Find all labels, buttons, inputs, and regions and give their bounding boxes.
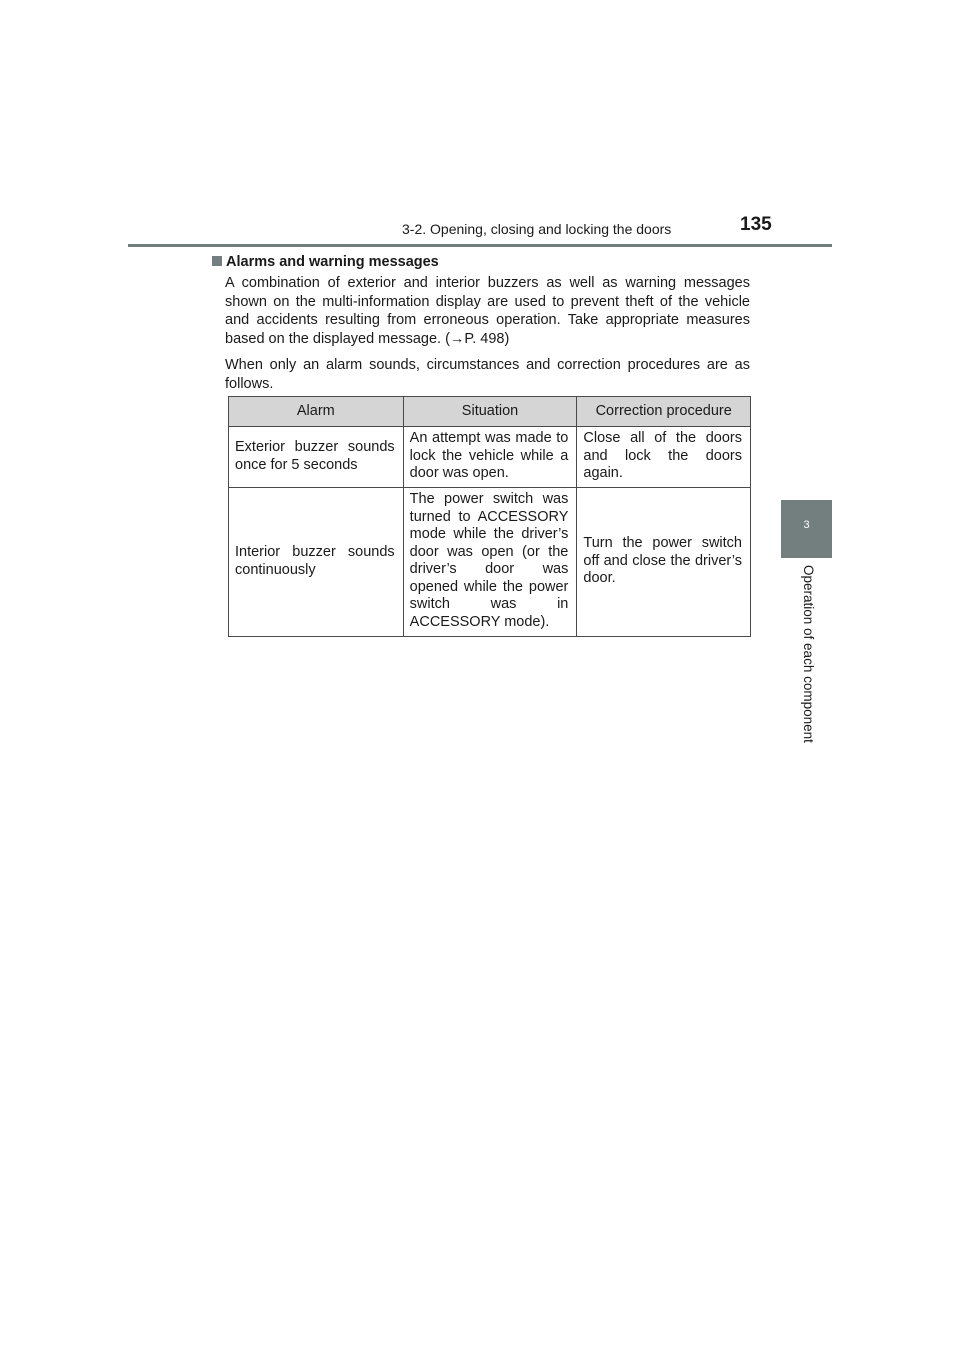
intro-paragraph: A combination of exterior and interior buzzers as well as warning messages shown on the multi-information display are used to prevent theft of the vehicle and accidents resulting from erroneous operation. Take appropriate measures based on the displayed message. (→P. 498) <box>225 275 750 347</box>
section-heading-text: Alarms and warning messages <box>226 254 439 270</box>
table-row <box>229 488 751 637</box>
situation-cell: An attempt was made to lock the vehicle while a door was open. <box>403 427 577 488</box>
header-divider <box>128 244 832 247</box>
section-heading <box>212 254 750 270</box>
square-bullet-icon <box>212 256 222 266</box>
alarm-cell: Interior buzzer sounds continuously <box>229 488 404 637</box>
main-content <box>212 254 750 401</box>
situation-cell: The power switch was turned to ACCESSORY mode while the driver’s door was open (or the driver’s door was opened while the power switch was in ACCESSORY mode). <box>403 488 577 637</box>
table-header-row <box>229 397 751 427</box>
alarm-cell: Exterior buzzer sounds once for 5 seconds <box>229 427 404 488</box>
followup-paragraph: When only an alarm sounds, circumstances and correction procedures are as follows. <box>225 357 750 392</box>
page-number: 135 <box>740 214 772 235</box>
correction-cell: Turn the power switch off and close the driver’s door. <box>577 488 751 637</box>
chapter-label: Operation of each component <box>801 565 816 743</box>
column-header-correction: Correction procedure <box>577 397 751 427</box>
alarm-table <box>228 396 751 637</box>
chapter-tab <box>781 500 832 558</box>
table-row <box>229 427 751 488</box>
column-header-alarm: Alarm <box>229 397 404 427</box>
chapter-number: 3 <box>803 519 810 531</box>
section-title: 3-2. Opening, closing and locking the doors <box>402 221 672 237</box>
correction-cell: Close all of the doors and lock the doors again. <box>577 427 751 488</box>
column-header-situation: Situation <box>403 397 577 427</box>
